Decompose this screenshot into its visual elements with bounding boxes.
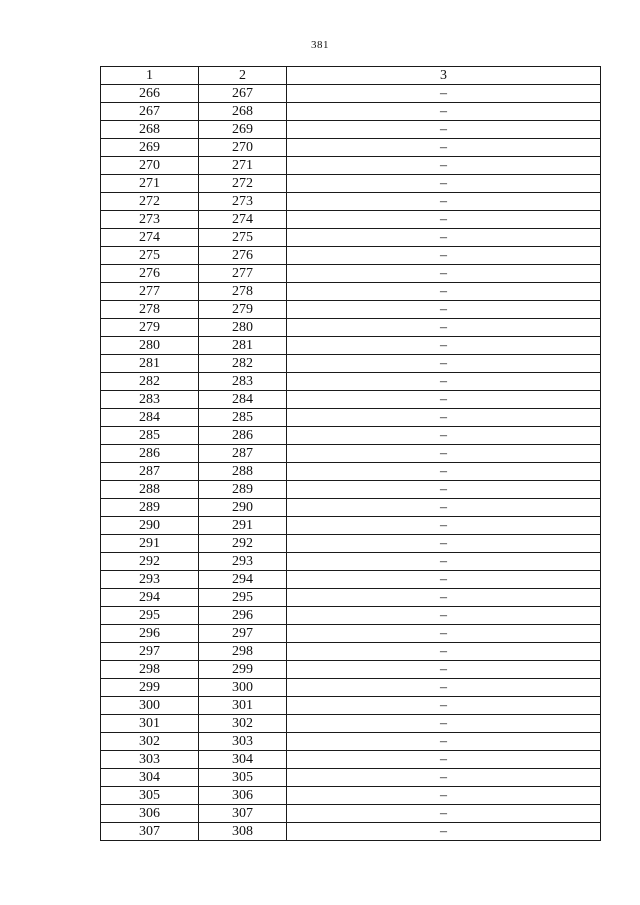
table-cell-col-1: 286: [101, 445, 199, 463]
table-cell-col-1: 307: [101, 823, 199, 841]
table-cell-col-1: 270: [101, 157, 199, 175]
table-cell-col-3: –: [287, 679, 601, 697]
table-cell-col-2: 295: [199, 589, 287, 607]
table-cell-col-3: –: [287, 355, 601, 373]
table-cell-col-2: 305: [199, 769, 287, 787]
table-row: [101, 697, 601, 715]
table-row: [101, 265, 601, 283]
table-row: [101, 157, 601, 175]
table-cell-col-3: –: [287, 265, 601, 283]
table-cell-col-2: 270: [199, 139, 287, 157]
table-cell-col-3: –: [287, 337, 601, 355]
table-row: [101, 319, 601, 337]
table-row: [101, 247, 601, 265]
table-cell-col-3: –: [287, 229, 601, 247]
table-cell-col-1: 299: [101, 679, 199, 697]
table-cell-col-1: 296: [101, 625, 199, 643]
table-row: [101, 751, 601, 769]
table-cell-col-3: –: [287, 589, 601, 607]
table-row: [101, 625, 601, 643]
table-cell-col-3: –: [287, 103, 601, 121]
table-row: [101, 805, 601, 823]
table-cell-col-2: 297: [199, 625, 287, 643]
table-cell-col-1: 303: [101, 751, 199, 769]
table-row: [101, 283, 601, 301]
table-row: [101, 535, 601, 553]
table-row: [101, 229, 601, 247]
column-header-1: 1: [101, 67, 199, 85]
table-cell-col-1: 278: [101, 301, 199, 319]
table-row: [101, 481, 601, 499]
table-cell-col-3: –: [287, 139, 601, 157]
table-cell-col-1: 305: [101, 787, 199, 805]
table-cell-col-3: –: [287, 211, 601, 229]
table-cell-col-1: 267: [101, 103, 199, 121]
table-cell-col-3: –: [287, 301, 601, 319]
table-row: [101, 211, 601, 229]
table-cell-col-2: 287: [199, 445, 287, 463]
table-cell-col-1: 271: [101, 175, 199, 193]
table-cell-col-1: 280: [101, 337, 199, 355]
table-cell-col-3: –: [287, 715, 601, 733]
table-row: [101, 823, 601, 841]
table-row: [101, 427, 601, 445]
table-row: [101, 409, 601, 427]
table-cell-col-2: 282: [199, 355, 287, 373]
table-row: [101, 661, 601, 679]
table-cell-col-3: –: [287, 481, 601, 499]
table-cell-col-2: 269: [199, 121, 287, 139]
table-cell-col-3: –: [287, 193, 601, 211]
table-cell-col-1: 304: [101, 769, 199, 787]
table-cell-col-2: 291: [199, 517, 287, 535]
table-cell-col-3: –: [287, 625, 601, 643]
table-body: [101, 85, 601, 841]
table-cell-col-2: 268: [199, 103, 287, 121]
table-row: [101, 787, 601, 805]
table-cell-col-3: –: [287, 499, 601, 517]
table-cell-col-3: –: [287, 661, 601, 679]
table-cell-col-1: 295: [101, 607, 199, 625]
table-cell-col-1: 294: [101, 589, 199, 607]
table-row: [101, 139, 601, 157]
table-row: [101, 679, 601, 697]
table-cell-col-2: 272: [199, 175, 287, 193]
table-cell-col-3: –: [287, 769, 601, 787]
header-row: [101, 67, 601, 85]
table-cell-col-1: 273: [101, 211, 199, 229]
table-cell-col-1: 272: [101, 193, 199, 211]
column-header-2: 2: [199, 67, 287, 85]
table-row: [101, 589, 601, 607]
table-row: [101, 175, 601, 193]
table-cell-col-3: –: [287, 751, 601, 769]
table-cell-col-2: 283: [199, 373, 287, 391]
table-row: [101, 607, 601, 625]
table-cell-col-1: 297: [101, 643, 199, 661]
table-row: [101, 337, 601, 355]
table-cell-col-3: –: [287, 157, 601, 175]
table-row: [101, 517, 601, 535]
table-cell-col-2: 296: [199, 607, 287, 625]
table-cell-col-2: 284: [199, 391, 287, 409]
table-cell-col-3: –: [287, 697, 601, 715]
table-cell-col-2: 275: [199, 229, 287, 247]
table-row: [101, 85, 601, 103]
table-cell-col-2: 267: [199, 85, 287, 103]
table-cell-col-2: 302: [199, 715, 287, 733]
table-header: [101, 67, 601, 85]
table-cell-col-2: 300: [199, 679, 287, 697]
table-cell-col-2: 286: [199, 427, 287, 445]
table-cell-col-1: 290: [101, 517, 199, 535]
table-cell-col-2: 289: [199, 481, 287, 499]
table-cell-col-3: –: [287, 121, 601, 139]
table-row: [101, 301, 601, 319]
table-cell-col-3: –: [287, 535, 601, 553]
table-cell-col-2: 303: [199, 733, 287, 751]
table-cell-col-2: 298: [199, 643, 287, 661]
table-row: [101, 571, 601, 589]
table-cell-col-2: 299: [199, 661, 287, 679]
table-row: [101, 733, 601, 751]
table-cell-col-3: –: [287, 85, 601, 103]
table-cell-col-3: –: [287, 571, 601, 589]
table-cell-col-2: 279: [199, 301, 287, 319]
table-row: [101, 121, 601, 139]
page-number: 381: [311, 39, 329, 51]
table-cell-col-3: –: [287, 409, 601, 427]
table-row: [101, 715, 601, 733]
table-cell-col-2: 304: [199, 751, 287, 769]
table-cell-col-2: 307: [199, 805, 287, 823]
table-cell-col-3: –: [287, 175, 601, 193]
table-cell-col-2: 306: [199, 787, 287, 805]
table-cell-col-3: –: [287, 805, 601, 823]
table-row: [101, 193, 601, 211]
table-cell-col-2: 293: [199, 553, 287, 571]
table-row: [101, 499, 601, 517]
table-cell-col-1: 275: [101, 247, 199, 265]
table-cell-col-1: 279: [101, 319, 199, 337]
table-cell-col-1: 284: [101, 409, 199, 427]
table-cell-col-2: 288: [199, 463, 287, 481]
table-cell-col-2: 280: [199, 319, 287, 337]
table-cell-col-1: 276: [101, 265, 199, 283]
table-cell-col-2: 281: [199, 337, 287, 355]
table-cell-col-1: 266: [101, 85, 199, 103]
table-cell-col-1: 287: [101, 463, 199, 481]
table-cell-col-1: 269: [101, 139, 199, 157]
table-cell-col-3: –: [287, 247, 601, 265]
table-cell-col-2: 308: [199, 823, 287, 841]
table-cell-col-2: 271: [199, 157, 287, 175]
table-cell-col-2: 292: [199, 535, 287, 553]
table-cell-col-3: –: [287, 373, 601, 391]
table-cell-col-1: 293: [101, 571, 199, 589]
column-header-3: 3: [287, 67, 601, 85]
table-cell-col-3: –: [287, 787, 601, 805]
table-cell-col-3: –: [287, 427, 601, 445]
table-row: [101, 355, 601, 373]
table-cell-col-3: –: [287, 283, 601, 301]
table-row: [101, 445, 601, 463]
table-cell-col-3: –: [287, 643, 601, 661]
table-cell-col-2: 273: [199, 193, 287, 211]
table-cell-col-3: –: [287, 517, 601, 535]
table-row: [101, 391, 601, 409]
table-cell-col-1: 289: [101, 499, 199, 517]
table-cell-col-3: –: [287, 607, 601, 625]
table-cell-col-2: 277: [199, 265, 287, 283]
table-cell-col-1: 285: [101, 427, 199, 445]
table-cell-col-3: –: [287, 553, 601, 571]
data-table: [100, 66, 601, 841]
table-cell-col-1: 288: [101, 481, 199, 499]
table-row: [101, 373, 601, 391]
table-cell-col-2: 301: [199, 697, 287, 715]
table-cell-col-1: 298: [101, 661, 199, 679]
table-cell-col-2: 290: [199, 499, 287, 517]
table-cell-col-1: 292: [101, 553, 199, 571]
table-row: [101, 553, 601, 571]
table-cell-col-3: –: [287, 823, 601, 841]
table-cell-col-1: 291: [101, 535, 199, 553]
table-row: [101, 643, 601, 661]
table-cell-col-2: 276: [199, 247, 287, 265]
table-cell-col-3: –: [287, 319, 601, 337]
table-row: [101, 463, 601, 481]
table-cell-col-1: 300: [101, 697, 199, 715]
table-cell-col-3: –: [287, 463, 601, 481]
table-row: [101, 769, 601, 787]
table-row: [101, 103, 601, 121]
table-cell-col-1: 301: [101, 715, 199, 733]
table-cell-col-3: –: [287, 445, 601, 463]
table-cell-col-2: 274: [199, 211, 287, 229]
table-cell-col-1: 302: [101, 733, 199, 751]
table-cell-col-1: 306: [101, 805, 199, 823]
table-cell-col-1: 283: [101, 391, 199, 409]
table-cell-col-2: 294: [199, 571, 287, 589]
table-cell-col-1: 282: [101, 373, 199, 391]
table-cell-col-1: 274: [101, 229, 199, 247]
table-cell-col-1: 277: [101, 283, 199, 301]
table-cell-col-3: –: [287, 733, 601, 751]
table-cell-col-2: 278: [199, 283, 287, 301]
table-cell-col-2: 285: [199, 409, 287, 427]
table-cell-col-1: 268: [101, 121, 199, 139]
table-cell-col-1: 281: [101, 355, 199, 373]
table-cell-col-3: –: [287, 391, 601, 409]
